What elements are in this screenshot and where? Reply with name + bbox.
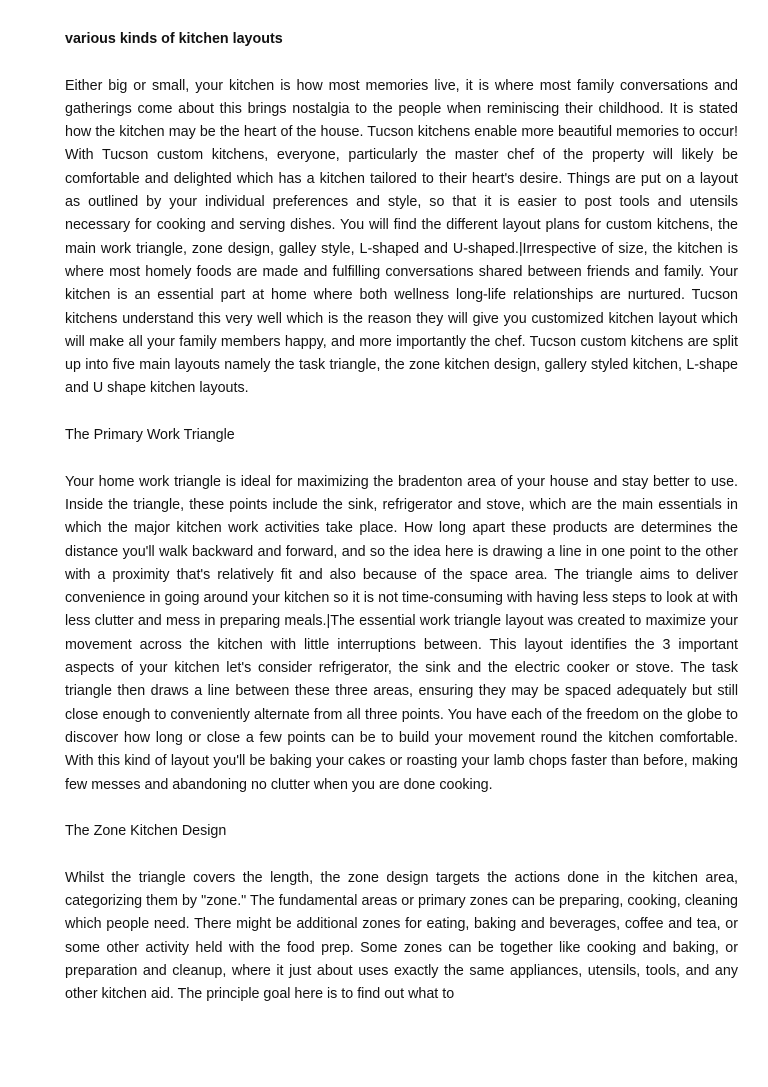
- spacer: [65, 447, 738, 470]
- zone-design-paragraph: Whilst the triangle covers the length, the zone design targets the actions done in the kitchen area, categorizing them by "zone." The fundamental areas or primary zones can be preparing, cooking, cleaning which people need. There might be additional zones for eating, baking and beverages, coffee and tea, or some other activity held with the food prep. Some zones can be together like cooking and baking, or preparation and cleanup, where it just about uses exactly the same appliances, utensils, tools, and any other kitchen aid. The principle goal here is to find out what to: [65, 869, 738, 1003]
- spacer: [65, 401, 738, 424]
- spacer: [65, 797, 738, 820]
- section-heading-work-triangle: The Primary Work Triangle: [65, 427, 235, 444]
- spacer: [65, 843, 738, 866]
- spacer: [65, 51, 738, 74]
- section-heading-zone-design: The Zone Kitchen Design: [65, 823, 227, 840]
- work-triangle-paragraph: Your home work triangle is ideal for maximizing the bradenton area of your house and stay better to use. Inside the triangle, these points include the sink, refrigerator and stove, which are the main essentials in which the major kitchen work activities take place. How long apart these products are determines the distance you'll walk backward and forward, and so the idea here is drawing a line in one point to the other with a proximity that's relatively fit and also because of the space area. The triangle aims to deliver convenience in going around your kitchen so it is not time-consuming with having less steps to look at with less clutter and mess in preparing meals.|The essential work triangle layout was created to maximize your movement across the kitchen with little interruptions between. This layout identifies the 3 important aspects of your kitchen let's consider refrigerator, the sink and the electric cooker or stove. The task triangle then draws a line between these three areas, ensuring they may be spaced adequately but still close enough to conveniently alternate from all three points. You have each of the freedom on the globe to discover how long or close a few points can be to build your movement round the kitchen comfortable. With this kind of layout you'll be baking your cakes or roasting your lamb chops faster than before, making few messes and abandoning no clutter when you are done cooking.: [65, 473, 738, 793]
- document-title: various kinds of kitchen layouts: [65, 31, 283, 47]
- document-page: [65, 28, 738, 1087]
- intro-paragraph: Either big or small, your kitchen is how most memories live, it is where most family conversations and gatherings come about this brings nostalgia to the people when reminiscing their childhood. It is stated how the kitchen may be the heart of the house. Tucson kitchens enable more beautiful memories to occur! With Tucson custom kitchens, everyone, particularly the master chef of the property will likely be comfortable and delighted which has a kitchen tailored to their heart's desire. Things are put on a layout as outlined by your individual preferences and style, so that it is easier to post tools and utensils necessary for cooking and serving dishes. You will find the different layout plans for custom kitchens, the main work triangle, zone design, galley style, L-shaped and U-shaped.|Irrespective of size, the kitchen is where most homely foods are made and fulfilling conversations shared between friends and family. Your kitchen is an essential part at home where both wellness long-life relationships are nurtured. Tucson kitchens understand this very well which is the reason they will give you customized kitchen layout which will make all your family members happy, and more importantly the chef. Tucson custom kitchens are split up into five main layouts namely the task triangle, the zone kitchen design, gallery styled kitchen, L-shape and U shape kitchen layouts.: [65, 77, 738, 397]
